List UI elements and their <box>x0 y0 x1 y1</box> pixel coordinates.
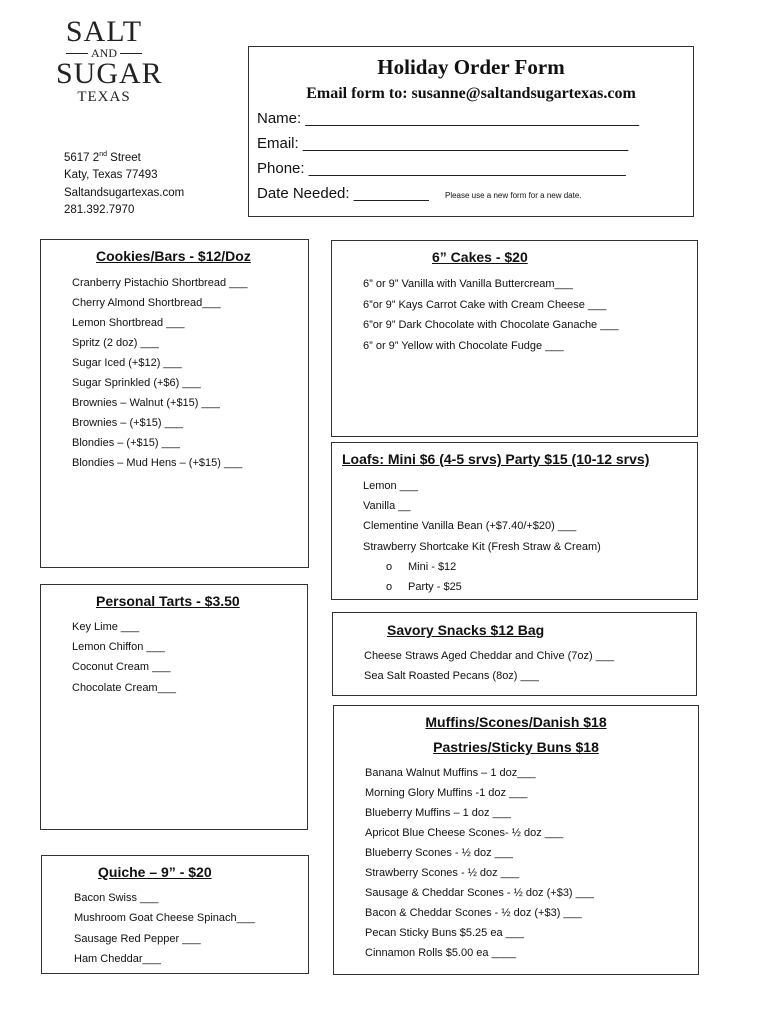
bullet-icon: o <box>386 581 393 594</box>
tarts-list <box>72 617 176 698</box>
list-item[interactable]: Key Lime ___ <box>72 621 140 633</box>
loafs-list <box>363 476 601 597</box>
bullet-icon: o <box>386 560 393 573</box>
list-item[interactable]: Cherry Almond Shortbread___ <box>72 297 221 309</box>
phone-field[interactable]: Phone: ______________________________________ <box>257 160 626 177</box>
logo-texas: TEXAS <box>77 89 131 105</box>
list-item[interactable]: Bacon Swiss ___ <box>74 892 159 904</box>
muffins-title: Muffins/Scones/Danish $18 <box>425 714 607 730</box>
cookies-section <box>40 239 309 568</box>
list-item[interactable]: Blueberry Muffins – 1 doz ___ <box>365 807 511 819</box>
loafs-section <box>331 442 698 600</box>
cakes-list <box>363 274 619 356</box>
list-item[interactable]: Sausage Red Pepper ___ <box>74 932 201 945</box>
list-item[interactable]: Cheese Straws Aged Cheddar and Chive (7oz) ___ <box>364 650 615 662</box>
list-item[interactable]: Cinnamon Rolls $5.00 ea ____ <box>365 947 517 959</box>
muffins-list <box>365 763 594 963</box>
quiche-list <box>74 888 255 969</box>
list-item[interactable]: Coconut Cream ___ <box>72 661 171 674</box>
list-item[interactable]: Brownies – Walnut (+$15) ___ <box>72 397 220 409</box>
address-website: Saltandsugartexas.com <box>64 186 185 199</box>
pastries-title: Pastries/Sticky Buns $18 <box>433 739 599 755</box>
sub-list-item[interactable] <box>363 577 601 597</box>
list-item[interactable]: Blondies – Mud Hens – (+$15) ___ <box>72 457 243 469</box>
list-item[interactable]: Chocolate Cream___ <box>72 681 176 694</box>
list-item[interactable]: Cranberry Pistachio Shortbread ___ <box>72 277 248 289</box>
quiche-section <box>41 855 309 974</box>
brand-logo <box>56 15 163 106</box>
savory-title: Savory Snacks $12 Bag <box>387 622 545 638</box>
cakes-title: 6” Cakes - $20 <box>432 249 528 265</box>
list-item[interactable]: Sugar Iced (+$12) ___ <box>72 357 182 369</box>
logo-salt: SALT <box>65 15 143 48</box>
list-item[interactable]: Banana Walnut Muffins – 1 doz___ <box>365 767 536 779</box>
cookies-list <box>72 273 247 473</box>
list-item[interactable]: Blondies – (+$15) ___ <box>72 437 180 449</box>
loafs-title: Loafs: Mini $6 (4-5 srvs) Party $15 (10-12 srvs) <box>342 451 650 467</box>
sub-list-item[interactable] <box>363 557 601 577</box>
muffins-section <box>333 705 699 975</box>
list-item[interactable]: Strawberry Scones - ½ doz ___ <box>365 867 520 879</box>
tarts-section <box>40 584 308 830</box>
quiche-title: Quiche – 9” - $20 <box>98 864 212 880</box>
logo-sugar: SUGAR <box>56 57 163 90</box>
business-address <box>64 146 184 220</box>
cookies-title: Cookies/Bars - $12/Doz <box>96 248 251 264</box>
name-field[interactable]: Name: ________________________________________ <box>257 110 640 127</box>
date-needed-row <box>257 185 582 202</box>
list-item[interactable]: Sea Salt Roasted Pecans (8oz) ___ <box>364 670 539 682</box>
address-street <box>64 146 184 167</box>
sub-item-label: Party - $25 <box>408 581 462 594</box>
list-item[interactable]: 6”or 9” Kays Carrot Cake with Cream Cheese ___ <box>363 298 607 311</box>
list-item[interactable]: 6” or 9” Yellow with Chocolate Fudge ___ <box>363 339 564 352</box>
street-number: 5617 2 <box>64 151 100 164</box>
logo-and-text: AND <box>91 46 117 60</box>
list-item[interactable]: Apricot Blue Cheese Scones- ½ doz ___ <box>365 827 564 839</box>
list-item[interactable]: 6” or 9” Vanilla with Vanilla Buttercream___ <box>363 278 573 290</box>
list-item[interactable]: Strawberry Shortcake Kit (Fresh Straw & Cream) <box>363 540 601 553</box>
savory-list <box>364 646 614 686</box>
list-item[interactable]: Bacon & Cheddar Scones - ½ doz (+$3) ___ <box>365 907 582 919</box>
list-item[interactable]: Mushroom Goat Cheese Spinach___ <box>74 912 255 925</box>
form-email-instruction: Email form to: susanne@saltandsugartexas.com <box>306 85 636 102</box>
date-note: Please use a new form for a new date. <box>444 191 582 200</box>
list-item[interactable]: 6”or 9” Dark Chocolate with Chocolate Ganache ___ <box>363 319 619 331</box>
savory-section <box>332 612 697 696</box>
list-item[interactable]: Ham Cheddar___ <box>74 952 161 965</box>
list-item[interactable]: Spritz (2 doz) ___ <box>72 337 159 349</box>
address-phone: 281.392.7970 <box>64 204 135 217</box>
list-item[interactable]: Clementine Vanilla Bean (+$7.40/+$20) ___ <box>363 520 577 533</box>
list-item[interactable]: Sausage & Cheddar Scones - ½ doz (+$3) ___ <box>365 887 595 899</box>
date-needed-field[interactable]: Date Needed: _________ <box>257 185 429 202</box>
form-title: Holiday Order Form <box>377 55 565 79</box>
street-name: Street <box>106 151 141 164</box>
list-item[interactable]: Blueberry Scones - ½ doz ___ <box>365 847 513 859</box>
order-form-header <box>248 46 694 217</box>
cakes-section <box>331 240 698 437</box>
list-item[interactable]: Vanilla __ <box>363 500 411 513</box>
address-city: Katy, Texas 77493 <box>64 169 158 182</box>
list-item[interactable]: Sugar Sprinkled (+$6) ___ <box>72 377 201 389</box>
sub-item-label: Mini - $12 <box>408 560 457 573</box>
email-field[interactable]: Email: _______________________________________ <box>257 135 629 152</box>
list-item[interactable]: Lemon Chiffon ___ <box>72 641 165 654</box>
street-suffix: nd <box>99 151 107 158</box>
tarts-title: Personal Tarts - $3.50 <box>96 593 240 609</box>
list-item[interactable]: Lemon Shortbread ___ <box>72 317 185 329</box>
list-item[interactable]: Morning Glory Muffins -1 doz ___ <box>365 787 528 799</box>
list-item[interactable]: Pecan Sticky Buns $5.25 ea ___ <box>365 927 524 939</box>
list-item[interactable]: Brownies – (+$15) ___ <box>72 417 183 429</box>
list-item[interactable]: Lemon ___ <box>363 480 419 492</box>
